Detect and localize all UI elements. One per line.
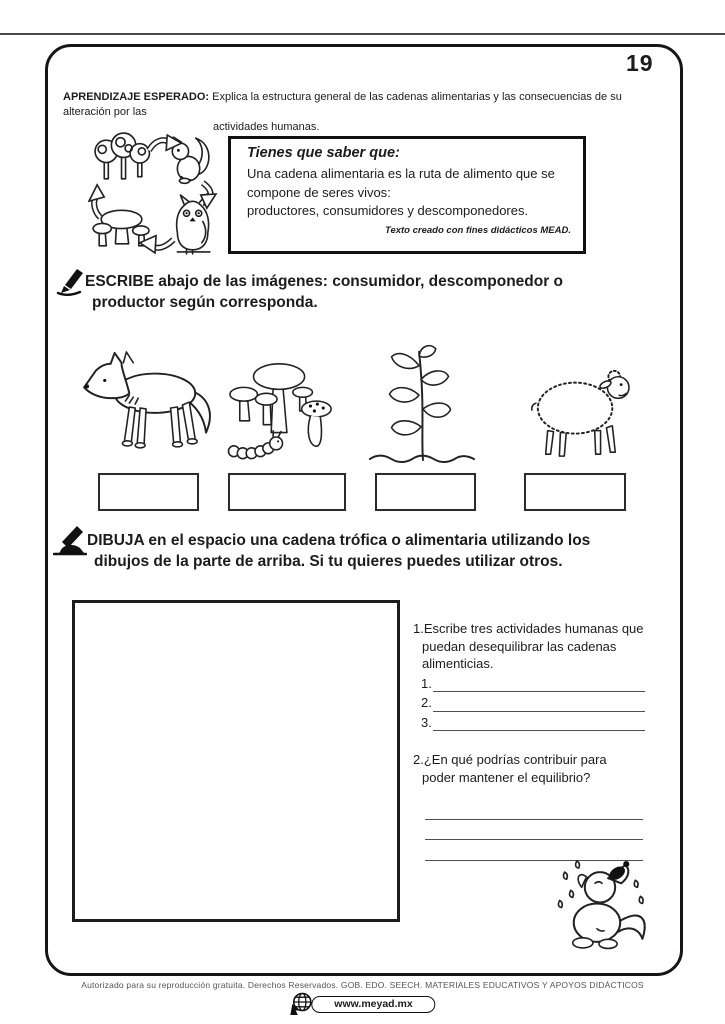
q2-blank-1[interactable]	[425, 799, 643, 820]
q1-line3: alimenticias.	[422, 656, 494, 671]
know-that-credit: Texto creado con fines didácticos MEAD.	[385, 224, 571, 236]
drawing-area-box[interactable]	[72, 600, 400, 922]
answer-box-mushrooms[interactable]	[228, 473, 346, 511]
expected-learning-text-line1: Explica la estructura general de las cadenas alimentarias y las consecuencias de su alteración por las	[63, 91, 622, 118]
q1-answer-number-3: 3.	[421, 714, 432, 730]
know-that-title: Tienes que saber que:	[247, 145, 400, 161]
expected-learning-label: APRENDIZAJE ESPERADO:	[63, 91, 210, 103]
top-rule	[0, 33, 725, 35]
cycle-arrow-right	[201, 183, 216, 208]
globe-cursor-icon	[288, 992, 314, 1016]
crying-dog-cartoon	[550, 858, 652, 954]
write-instruction-line2: productor según corresponda.	[92, 294, 318, 311]
q1-answer-line-2[interactable]	[421, 692, 645, 712]
hand-drawing-icon	[53, 524, 87, 556]
food-chain-cycle-figure	[88, 132, 218, 256]
know-that-box	[228, 136, 586, 254]
write-instruction	[85, 271, 563, 313]
website-link[interactable]: www.meyad.mx	[311, 996, 435, 1013]
mushrooms-caterpillar-image	[222, 354, 342, 464]
plant-image	[362, 342, 482, 466]
pencil-icon	[56, 266, 86, 296]
write-instruction-line1: ESCRIBE abajo de las imágenes: consumidor, descomponedor o	[85, 273, 564, 290]
q1-answer-line-3[interactable]	[421, 712, 645, 732]
draw-instruction-line1: DIBUJA en el espacio una cadena trófica o alimentaria utilizando los	[87, 532, 591, 549]
trees-icon	[95, 133, 149, 179]
q2-blank-2[interactable]	[425, 820, 643, 841]
page-number: 19	[626, 50, 654, 76]
know-that-line2: compone de seres vivos:	[247, 184, 391, 200]
expected-learning-text-line2: actividades humanas.	[213, 121, 320, 133]
know-that-line1: Una cadena alimentaria es la ruta de alimento que se	[247, 166, 555, 181]
copyright-text: Autorizado para su reproducción gratuita. Derechos Reservados. GOB. EDO. SEECH. MATERIALES EDUCATIVOS Y APOYOS DIDÁCTICOS	[81, 980, 644, 990]
know-that-line3: productores, consumidores y descomponedores.	[247, 203, 529, 218]
q1-line2: puedan desequilibrar las cadenas	[422, 638, 617, 654]
answer-box-sheep[interactable]	[524, 473, 626, 511]
sheep-image	[524, 364, 634, 462]
q2-line2: poder mantener el equilibrio?	[422, 769, 591, 785]
draw-instruction	[87, 530, 590, 572]
q1-blank-3[interactable]	[433, 714, 645, 731]
q1-line1: 1.Escribe tres actividades humanas que	[413, 621, 644, 636]
q1-blank-2[interactable]	[433, 695, 645, 712]
cycle-arrow-left	[89, 185, 104, 218]
expected-learning-header	[63, 90, 663, 135]
wolf-image	[80, 348, 218, 464]
q1-blank-1[interactable]	[433, 675, 645, 692]
q1-answer-number-2: 2.	[421, 695, 432, 710]
answer-box-wolf[interactable]	[98, 473, 199, 511]
draw-instruction-line2: dibujos de la parte de arriba. Si tu quieres puedes utilizar otros.	[94, 553, 563, 570]
website-badge	[288, 992, 435, 1016]
q1-answer-number-1: 1.	[421, 675, 432, 691]
questions-column	[413, 620, 645, 861]
q1-answer-line-1[interactable]	[421, 673, 645, 693]
q2-line1: 2.¿En qué podrías contribuir para	[413, 752, 607, 767]
answer-box-plant[interactable]	[375, 473, 476, 511]
